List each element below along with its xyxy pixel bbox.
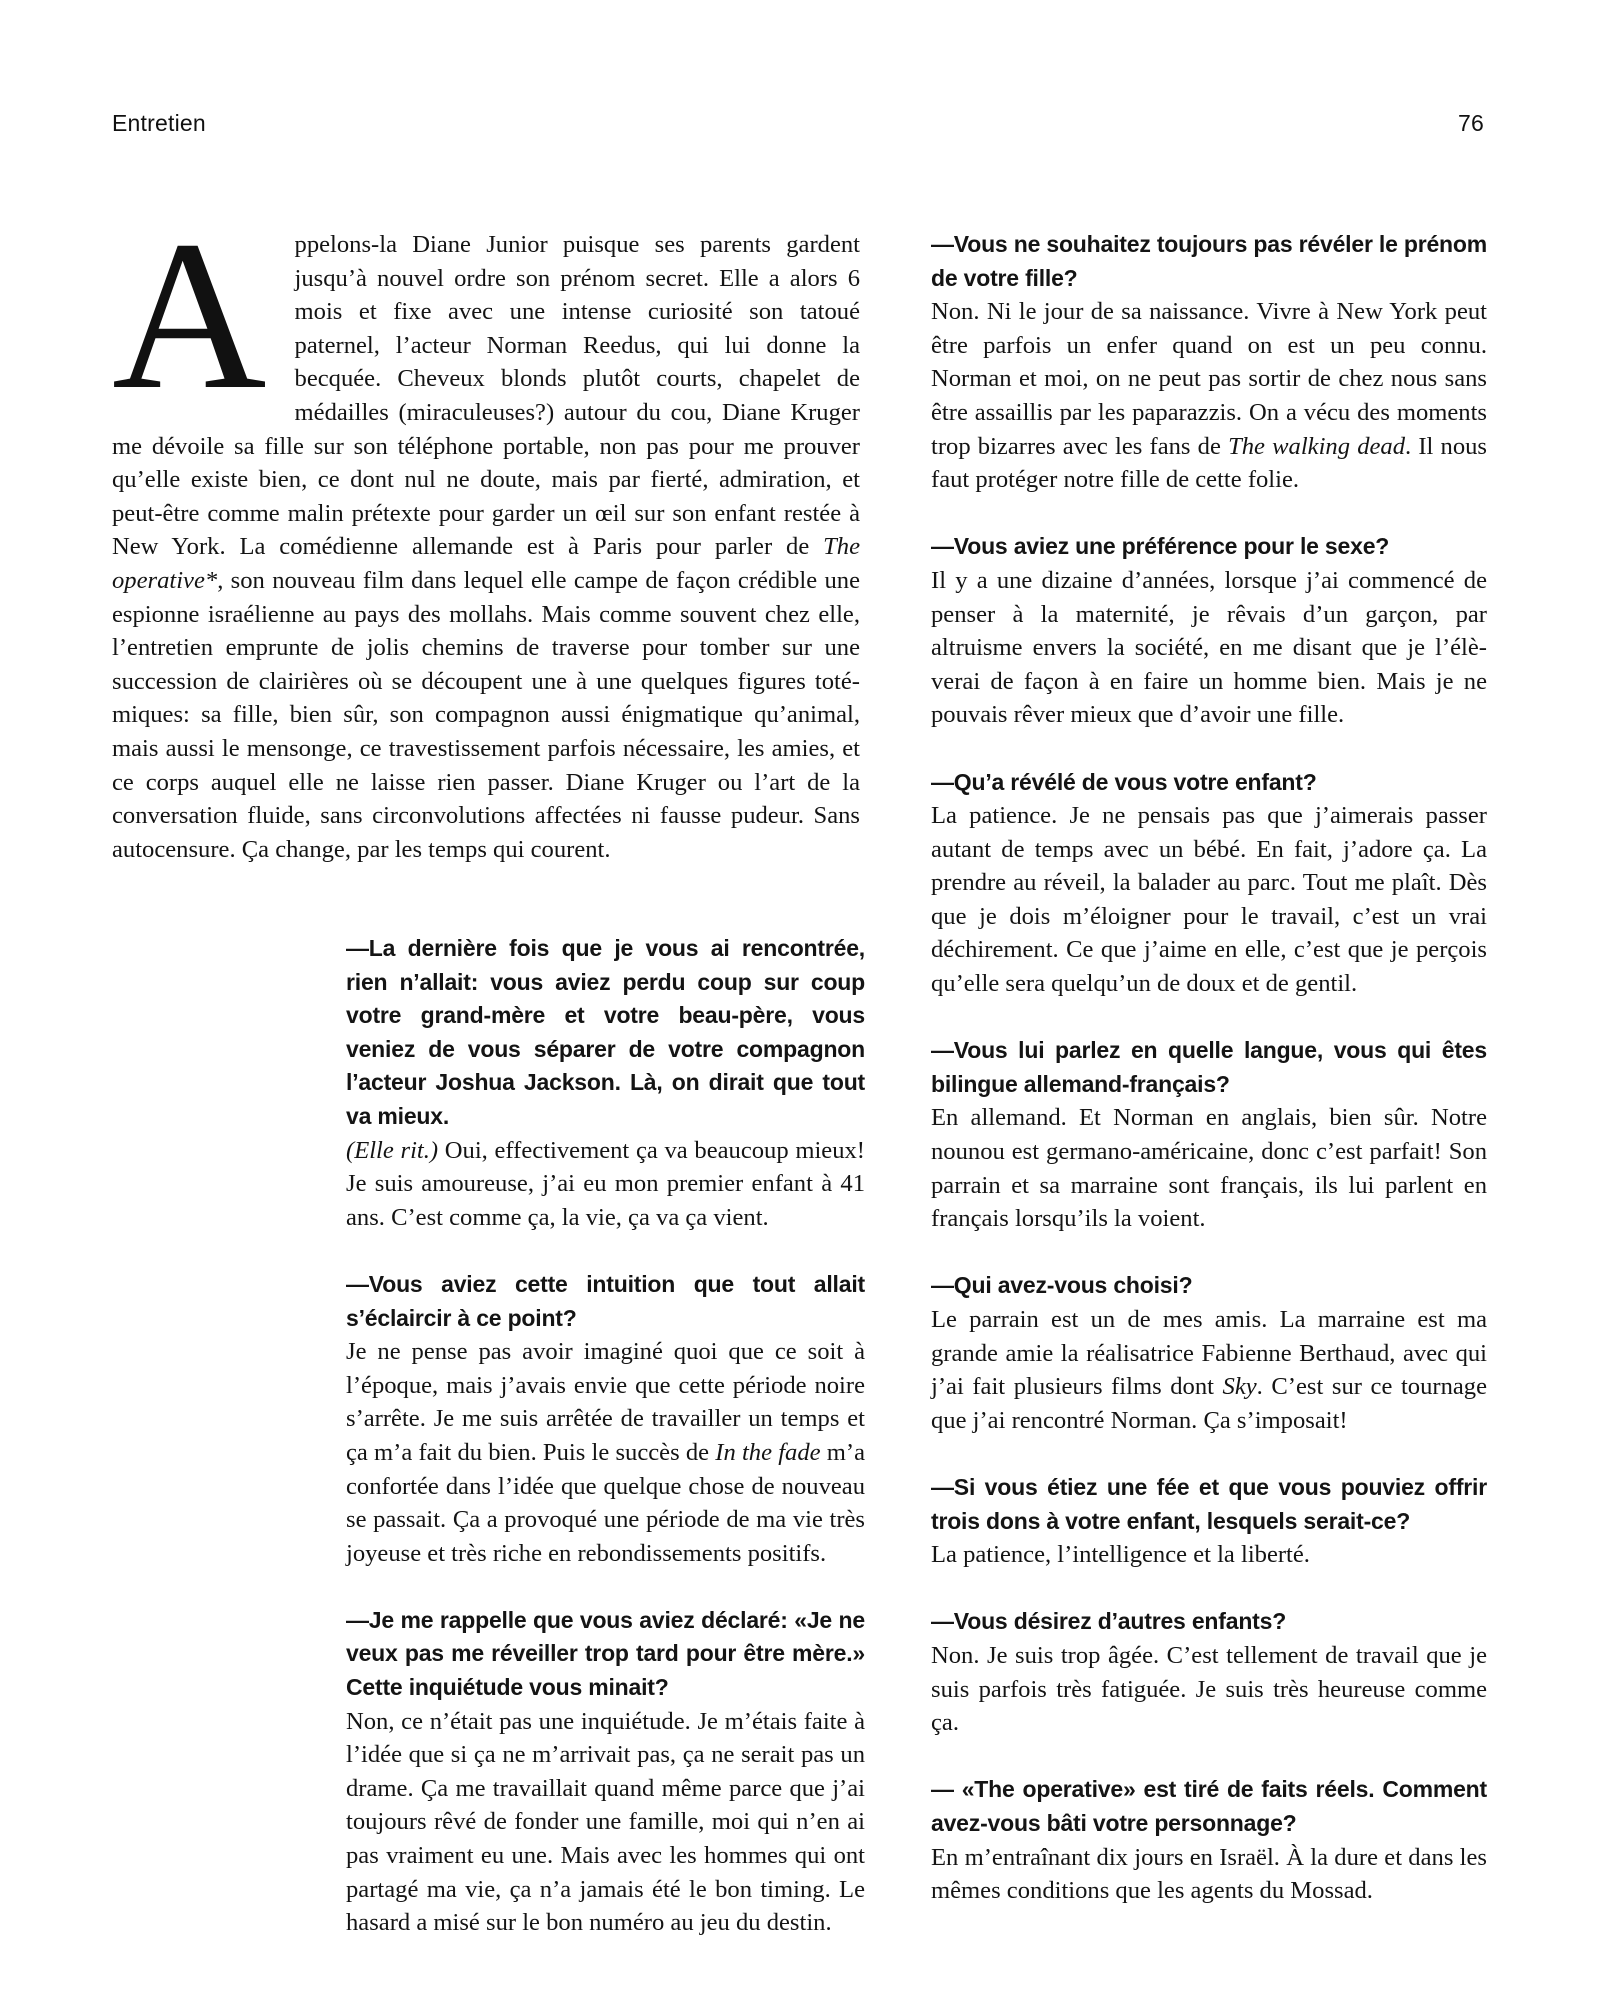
qa-block [931, 1773, 1487, 1907]
page-number: 76 [1458, 110, 1484, 136]
question: —Vous désirez d’autres enfants? [931, 1608, 1287, 1635]
intro-paragraph [112, 197, 860, 866]
question: —Vous aviez cette intuition que tout allait s’éclaircir à ce point? [346, 1270, 865, 1331]
answer: Non. Je suis trop âgée. C’est tellement de travail que je suis parfois très fatiguée. Je suis très heureuse comme ça. [931, 1641, 1487, 1737]
qa-block [931, 530, 1487, 732]
right-column [931, 228, 1487, 1941]
answer: En allemand. Et Norman en anglais, bien sûr. Notre nounou est germano-américaine, donc c’est parfait! Son parrain et sa marraine sont français, ils lui parlent en français lorsqu’ils la voient. [931, 1104, 1487, 1233]
middle-column [346, 932, 865, 1973]
question: —Qui avez-vous choisi? [931, 1272, 1193, 1299]
question: —Vous lui parlez en quelle langue, vous qui êtes bilingue allemand-français? [931, 1037, 1487, 1097]
answer: Je ne pense pas avoir imaginé quoi que ce soit à l’époque, mais j’avais envie que cette période noire s’arrête. Je me suis arrêtée de travailler un temps et ça m’a fait du bien. Puis le succès de In the fade m’a confortée dans l’idée que quelque chose de nouveau se passait. Ça a provoqué une période de ma vie très joyeuse et très riche en rebondissements positifs. [346, 1338, 865, 1567]
qa-block [346, 1604, 865, 1940]
answer: La patience, l’intelligence et la liberté. [931, 1541, 1310, 1569]
drop-cap: A [112, 197, 267, 434]
question: —Vous ne souhaitez toujours pas révéler le prénom de votre fille? [931, 231, 1487, 291]
question: — «The operative» est tiré de faits réels. Comment avez-vous bâti votre personnage? [931, 1776, 1487, 1836]
qa-block [346, 932, 865, 1234]
answer: En m’entraînant dix jours en Israël. À la dure et dans les mêmes conditions que les agents du Mossad. [931, 1843, 1487, 1905]
answer: Non. Ni le jour de sa naissance. Vivre à New York peut être parfois un enfer quand on est un peu connu. Norman et moi, on ne peut pas sortir de chez nous sans être assaillis par les paparazzis. On a vécu des moments trop bizarres avec les fans de The walking dead. Il nous faut protéger notre fille de cette folie. [931, 298, 1488, 494]
qa-block [931, 1269, 1487, 1437]
film-title: The operative* [112, 533, 860, 594]
question: —Vous aviez une préférence pour le sexe? [931, 533, 1390, 560]
answer: Il y a une dizaine d’années, lorsque j’ai commencé de penser à la maternité, je rêvais d’un garçon, par altruisme envers la société, en me disant que je l’élèverai de façon à en faire un homme bien. Mais je ne pouvais rêver mieux que d’avoir une fille. [931, 566, 1487, 729]
question: —Qu’a révélé de vous votre enfant? [931, 768, 1317, 795]
question: —Je me rappelle que vous aviez déclaré: «Je ne veux pas me réveiller trop tard pour être mère.» Cette inquiétude vous minait? [346, 1606, 865, 1701]
qa-block [931, 1471, 1487, 1572]
qa-block [931, 1034, 1487, 1236]
answer: La patience. Je ne pensais pas que j’aimerais passer autant de temps avec un bébé. En fait, j’adore ça. La prendre au réveil, la balader au parc. Tout me plaît. Dès que je dois m’éloigner pour le travail, c’est un vrai déchirement. Ce que j’aime en elle, c’est que je perçois qu’elle sera quelqu’un de doux et de gentil. [931, 802, 1487, 998]
qa-block [346, 1268, 865, 1570]
answer: Non, ce n’était pas une inquiétude. Je m’étais faite à l’idée que si ça ne m’arrivait pas, ça ne serait pas un drame. Ça me travaillait quand même parce que j’ai toujours rêvé de fonder une famille, moi qui n’en ai pas vraiment eu une. Mais avec les hommes qui ont partagé ma vie, ça n’a jamais été le bon timing. Le hasard a misé sur le bon numéro au jeu du destin. [346, 1707, 865, 1937]
question: —Si vous étiez une fée et que vous pouviez offrir trois dons à votre enfant, lesquels serait-ce? [931, 1473, 1487, 1534]
qa-block [931, 228, 1487, 497]
section-label: Entretien [112, 110, 206, 136]
answer: Le parrain est un de mes amis. La marraine est ma grande amie la réalisatrice Fabienne Berthaud, avec qui j’ai fait plusieurs films dont Sky. C’est sur ce tournage que j’ai rencontré Norman. Ça s’imposait! [931, 1306, 1487, 1434]
intro-text: ppelons-la Diane Junior puisque ses parents gardent jusqu’à nouvel ordre son prénom secret. Elle a alors 6 mois et fixe avec une intense curiosité son tatoué paternel, l’acteur Norman Reedus, qui lui donne la becquée. Cheveux blonds plutôt courts, chapelet de médailles (miraculeuses?) autour du cou, Diane Kruger me dévoile sa fille sur son téléphone portable, non pas pour me prouver qu’elle existe bien, ce dont nul ne doute, mais par fierté, admiration, et peut-être comme malin prétexte pour garder un œil sur son enfant restée à New York. La comédienne allemande est à Paris pour parler de The operative*, son nouveau film dans lequel elle campe de façon crédible une espionne israélienne au pays des mollahs. Mais comme souvent chez elle, l’entretien emprunte de jolis chemins de traverse pour tomber sur une succession de clairières où se découpent une à une quelques figures totémiques: sa fille, bien sûr, son compagnon aussi énigmatique qu’animal, mais aussi le mensonge, ce travestissement parfois nécessaire, les amies, et ce corps auquel elle ne laisse rien passer. Diane Kruger ou l’art de la conversation fluide, sans circonvolutions affectées ni fausse pudeur. Sans autocensure. Ça change, par les temps qui courent. [112, 231, 860, 863]
question: —La dernière fois que je vous ai rencontrée, rien n’allait: vous aviez perdu coup sur coup votre grand-mère et votre beau-père, vous veniez de vous séparer de votre compagnon l’acteur Joshua Jackson. Là, on dirait que tout va mieux. [346, 935, 865, 1129]
answer: (Elle rit.) Oui, effectivement ça va beaucoup mieux! Je suis amoureuse, j’ai eu mon premier enfant à 41 ans. C’est comme ça, la vie, ça va ça vient. [346, 1136, 865, 1231]
qa-block [931, 766, 1487, 1001]
qa-block [931, 1605, 1487, 1739]
